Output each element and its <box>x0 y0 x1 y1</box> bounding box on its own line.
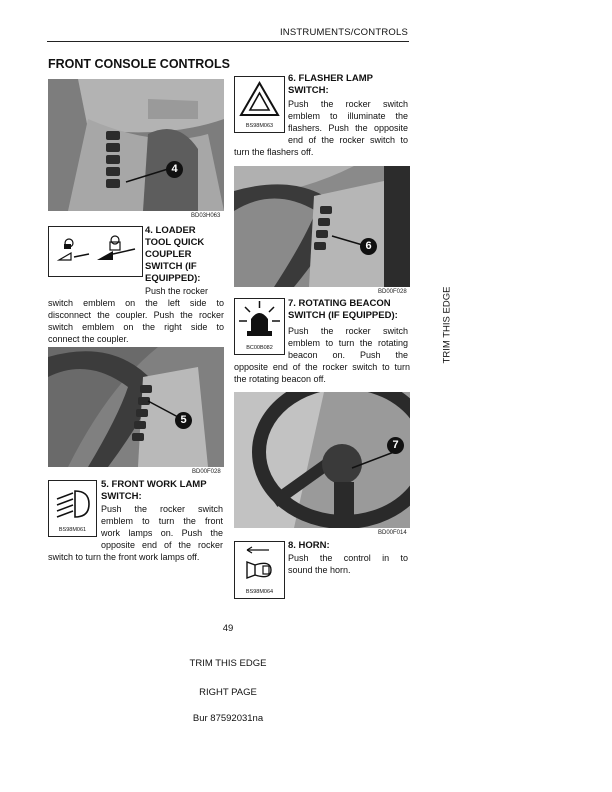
horn-title: 8. HORN: <box>288 540 330 551</box>
horn-text-2: sound the horn. <box>288 565 351 575</box>
beacon-text-2: emblem to turn the rotating <box>288 338 408 348</box>
console-photo-graphic <box>48 347 224 467</box>
flasher-text-4: end of the rocker switch to <box>288 135 408 145</box>
work-lamp-text-5: switch to turn the front work lamps off. <box>48 552 200 562</box>
photo-code: BD00F028 <box>192 469 221 475</box>
footer-right-page: RIGHT PAGE <box>199 687 257 698</box>
flasher-text-1: Push the rocker switch <box>288 99 408 109</box>
loader-switch-text-2: switch emblem on the left side to <box>48 298 224 308</box>
work-lamp-text-4: opposite end of the rocker <box>101 540 223 550</box>
loader-switch-title: 4. LOADER TOOL QUICK COUPLER SWITCH (IF EQUIPPED): <box>145 225 205 284</box>
beacon-text-3: beacon on. Push the <box>288 350 408 360</box>
icon-code: BC00B082 <box>246 345 273 351</box>
beacon-text-5: the rotating beacon off. <box>234 374 326 384</box>
footer-doc-code: Bur 87592031na <box>192 713 264 724</box>
loader-coupler-symbol-box <box>48 226 143 277</box>
running-header: INSTRUMENTS/CONTROLS <box>279 27 408 38</box>
section-title: FRONT CONSOLE CONTROLS <box>48 57 230 71</box>
footer-trim-label: TRIM THIS EDGE <box>189 658 267 669</box>
work-lamp-title: 5. FRONT WORK LAMP SWITCH: <box>101 479 207 502</box>
icon-code: BS98M061 <box>58 527 87 533</box>
console-photo-work-lamp <box>48 347 224 467</box>
work-lamp-symbol-box <box>48 480 97 537</box>
console-photo-graphic <box>48 79 224 211</box>
console-photo-flasher <box>234 166 410 287</box>
flasher-text-3: flashers. Push the opposite <box>288 123 408 133</box>
work-lamp-icon <box>49 481 96 523</box>
horn-text-1: Push the control in to <box>288 553 408 563</box>
photo-code: BD00F028 <box>378 289 407 295</box>
horn-symbol-box <box>234 541 285 599</box>
horn-icon <box>235 542 284 586</box>
console-photo-loader-switch <box>48 79 224 211</box>
callout-5: 5 <box>175 412 192 429</box>
coupler-icon <box>49 227 142 276</box>
beacon-text-4: opposite end of the rocker switch to turn <box>234 362 410 372</box>
flasher-text-2: emblem to illuminate the <box>288 111 408 121</box>
icon-code: BS98M063 <box>245 123 274 129</box>
header-rule <box>47 41 409 42</box>
beacon-title: 7. ROTATING BEACON SWITCH (IF EQUIPPED): <box>288 298 398 321</box>
console-photo-graphic <box>234 166 410 287</box>
callout-4: 4 <box>166 161 183 178</box>
work-lamp-text-1: Push the rocker switch <box>101 504 223 514</box>
side-trim-label: TRIM THIS EDGE <box>441 286 453 364</box>
page-number: 49 <box>222 623 234 634</box>
beacon-text-1: Push the rocker switch <box>288 326 408 336</box>
loader-switch-text-4: switch emblem on the right side to <box>48 322 224 332</box>
callout-6: 6 <box>360 238 377 255</box>
icon-code: BS98M064 <box>245 589 274 595</box>
loader-switch-text-5: connect the coupler. <box>48 334 129 344</box>
photo-code: BD03H063 <box>191 213 221 219</box>
loader-switch-text-3: disconnect the coupler. Push the rocker <box>48 310 224 320</box>
photo-code: BD00F014 <box>378 530 407 536</box>
work-lamp-text-3: work lamps on. Push the <box>101 528 223 538</box>
flasher-text-5: turn the flashers off. <box>234 147 314 157</box>
loader-switch-text-1: Push the rocker <box>145 286 209 296</box>
beacon-symbol-box <box>234 298 285 355</box>
work-lamp-text-2: emblem to turn the front <box>101 516 223 526</box>
steering-photo-horn <box>234 392 410 528</box>
callout-7: 7 <box>387 437 404 454</box>
hazard-triangle-icon <box>235 79 284 119</box>
steering-photo-graphic <box>234 392 410 528</box>
flasher-symbol-box <box>234 76 285 133</box>
flasher-title: 6. FLASHER LAMP SWITCH: <box>288 73 373 96</box>
rotating-beacon-icon <box>235 299 284 341</box>
